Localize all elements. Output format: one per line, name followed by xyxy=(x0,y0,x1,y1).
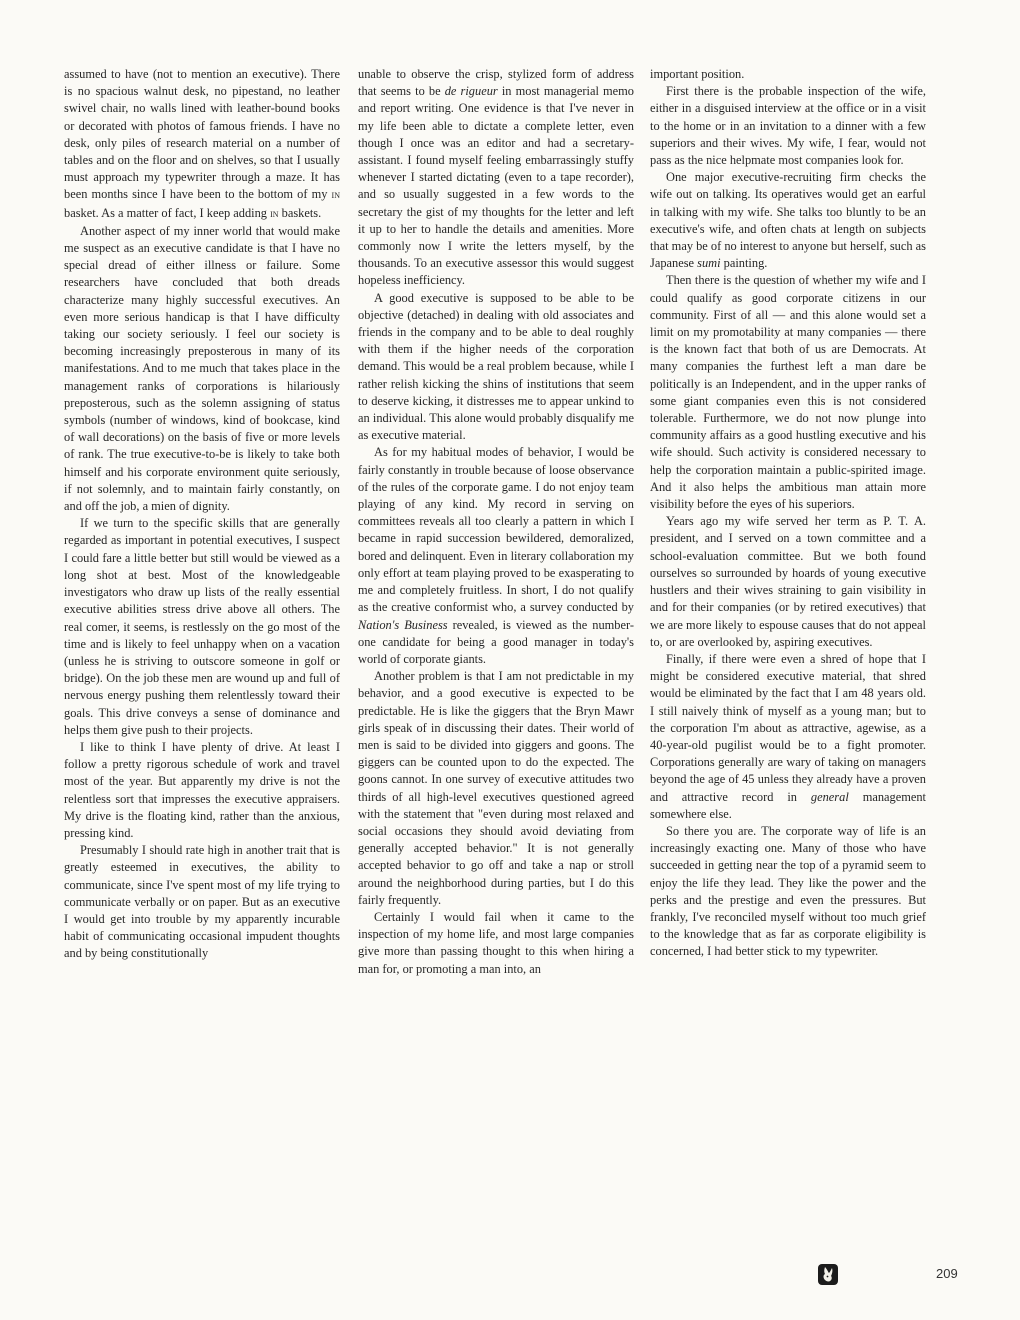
italic-phrase: de rigueur xyxy=(444,84,498,99)
page-number: 209 xyxy=(936,1266,958,1281)
paragraph: Certainly I would fail when it came to the inspection of my home life, and most large companies give more than passing thought to this when hiring a man for, or promoting a man into, an xyxy=(358,909,634,976)
article-column-1 xyxy=(64,66,340,963)
article-column-2 xyxy=(358,66,634,978)
paragraph: Another problem is that I am not predictable in my behavior, and a good executive is expected to be predictable. He is like the giggers that the Bryn Mawr girls speak of in discussing their dates. Their world of men is said to be divided into giggers and goons. The giggers can be counted upon to do the expected. The goons cannot. In one survey of executive attitudes two thirds of all high-level executives questioned agreed with the statement that "even during most relaxed and social occasions they should avoid deviating from generally accepted behavior." It is not generally accepted behavior to go off and take a nap or stroll around the neighborhood during parties, but I do this fairly frequently. xyxy=(358,669,634,907)
paragraph: One major executive-recruiting firm checks the wife out on talking. Its operatives would get an earful in talking with my wife. She talks too bluntly to be an executive's wife, and often chats at length on subjects that may be of no interest to anyone but herself, such as Japanese sumi painting. xyxy=(650,170,926,271)
paragraph: If we turn to the specific skills that are generally regarded as important in potential executives, I suspect I could fare a little better but still would be viewed as a long shot at best. Most of the knowledgeable investigators who draw up lists of the really essential executive abilities stress drive above all others. The real comer, it seems, is restlessly on the go most of the time and is likely to feel unhappy when on a vacation (unless he is striving to outscore someone in golf or bridge). On the job these men are wound up and full of nervous energy pushing them relentlessly toward their goals. This drive conveys a sense of dominance and helps them give push to their projects. xyxy=(64,516,340,737)
paragraph: Presumably I should rate high in another trait that is greatly esteemed in executives, the ability to communicate, since I've spent most of my life trying to communicate verbally or on paper. But as an executive I would get into trouble by my apparently incurable habit of communicating occasional impudent thoughts and by being constitutionally xyxy=(64,843,340,961)
italic-phrase: general xyxy=(810,789,849,804)
italic-phrase: sumi xyxy=(697,256,721,271)
paragraph: important position. xyxy=(650,67,745,81)
publication-title: Nation's Business xyxy=(358,617,448,632)
article-column-3 xyxy=(650,66,926,961)
rabbit-head-icon xyxy=(818,1264,838,1285)
paragraph: A good executive is supposed to be able to be objective (detached) in dealing with old associates and friends in the company and to be able to deal roughly with them if the higher needs of the corporation demand. This would be a real problem because, while I rather relish kicking the shins of institutions that seem to deserve kicking, it distresses me to appear unkind to an individual. This alone would probably disqualify me as executive material. xyxy=(358,290,634,443)
in-basket-smallcaps: in xyxy=(331,189,340,202)
paragraph: Finally, if there were even a shred of hope that I might be considered executive material, that shred would be eliminated by the fact that I am 48 years old. I still naively think of myself as a young man; but to the corporation I'm about as attractive, agewise, as a 40-year-old pugilist would be to a fight promoter. Corporations generally are wary of taking on managers beyond the age of 45 unless they already have a proven and attractive record in general management somewhere else. xyxy=(650,651,926,821)
paragraph: I like to think I have plenty of drive. At least I follow a pretty rigorous schedule of work and travel most of the year. But apparently my drive is not the relentless sort that impresses the executive appraisers. My drive is the floating kind, rather than the anxious, pressing kind. xyxy=(64,739,340,840)
paragraph: Then there is the question of whether my wife and I could qualify as good corporate citizens in our community. First of all — and this alone would set a limit on my promotability at many companies — there is the known fact that both of us are Democrats. At many companies the furthest left a man dare be politically is an Independent, and in the upper ranks of some giant companies even this is not considered tolerable. Furthermore, we do not now plunge into community affairs as a good hustling executive and his wife should. Such activity is considered necessary to help the corporation maintain a public-spirited image. And it also helps the ambitious man attain more visibility before the eyes of his superiors. xyxy=(650,273,926,512)
paragraph: As for my habitual modes of behavior, I would be fairly constantly in trouble because of loose observance of the rules of the corporate game. I do not enjoy team playing of any kind. My record in serving on committees reveals all too clearly a pattern in which I became in rapid succession bewildered, demoralized, bored and delinquent. Even in literary collaboration my only effort at team playing proved to be exasperating to me and completely fruitless. In short, I do not qualify as the creative conformist who, a survey conducted by Nation's Business revealed, is viewed as the number-one candidate for being a good manager in today's world of corporate giants. xyxy=(358,445,634,666)
paragraph: Another aspect of my inner world that would make me suspect as an executive candidate is that I have no special dread of either illness or failure. Some researchers have concluded that both dreads characterize many highly successful executives. An even more serious handicap is that I have difficulty taking our society seriously. I feel our society is becoming increasingly preposterous in many of its manifestations. And to me much that takes place in the management ranks of corporations is hilariously preposterous, such as the solemn assigning of status symbols (number of windows, kind of bookcase, kind of wall decorations) on the basis of five or more levels of rank. The true executive-to-be is likely to take both himself and his corporate environment quite seriously, if not solemnly, and to maintain fairly constantly, on and off the job, a mien of dignity. xyxy=(64,223,340,514)
paragraph: First there is the probable inspection of the wife, either in a disguised interview at the office or in a visit to the home or in an invitation to a dinner with a few superiors and their wives. My wife, I fear, would not pass as the nice helpmate most companies look for. xyxy=(650,84,926,168)
rabbit-head-end-mark-icon xyxy=(818,1264,838,1285)
paragraph: Years ago my wife served her term as P. T. A. president, and I served on a town committee and a school-evaluation committee. But we both found ourselves so surrounded by hoards of young executive hustlers and their wives straining to gain visibility in and for their companies (or by retired executives) that we are more likely to espouse causes that do not appeal to, or are overlooked by, aspiring executives. xyxy=(650,514,926,649)
in-basket-smallcaps: in xyxy=(270,207,279,220)
paragraph: So there you are. The corporate way of life is an increasingly exacting one. Many of those who have succeeded in getting near the top of a pyramid seem to enjoy the life they lead. They like the power and the perks and the prestige and even the pressures. But frankly, I've reconciled myself without too much grief to the knowledge that as far as corporate eligibility is concerned, I had better stick to my typewriter. xyxy=(650,823,926,959)
paragraph: assumed to have (not to mention an executive). There is no spacious walnut desk, no pipestand, no leather swivel chair, no walls lined with leather-bound books or decorated with photos of famous friends. I have no desk, only piles of research material on a number of tables and on the floor and on shelves, so that I usually must approach my typewriter through a maze. It has been months since I have been to the bottom of my in basket. As a matter of fact, I keep adding in baskets. xyxy=(64,67,340,220)
paragraph: unable to observe the crisp, stylized form of address that seems to be de rigueur in most managerial memo and report writing. One evidence is that I've never in my life been able to dictate a complete letter, even though I once was an editor and had a secretary-assistant. I found myself feeling embarrassingly stuffy whenever I started dictating (even to a tape recorder), and so usually suggested in a few words to the secretary the gist of my thoughts for the letter and left it up to her to handle the details and amenities. More commonly now I write the letters myself, by the thousands. To an executive assessor this would suggest hopeless inefficiency. xyxy=(358,67,634,288)
